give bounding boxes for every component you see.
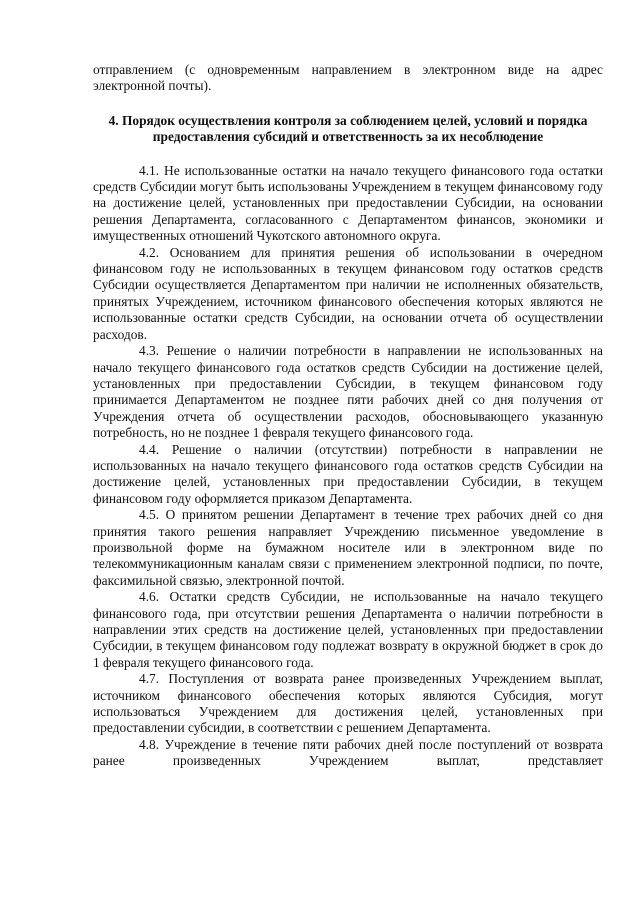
paragraph-4-2: 4.2. Основанием для принятия решения об использовании в очередном финансовом году не использованных в текущем финансовом году остатков средств Субсидии осуществляется Департаментом при наличии не исполненных обязательств, принятых Учреждением, источником финансового обеспечения которых являются не использованные остатки средств Субсидии, на основании отчета об осуществлении расходов. [93, 244, 603, 342]
paragraph-4-5: 4.5. О принятом решении Департамент в течение трех рабочих дней со дня принятия такого решения направляет Учреждению письменное уведомление в произвольной форме на бумажном носителе или в электронном виде по телекоммуникационным каналам связи с применением электронной подписи, по почте, факсимильной связью, электронной почтой. [93, 507, 603, 588]
paragraph-4-3: 4.3. Решение о наличии потребности в направлении не использованных на начало текущего финансового года остатков средств Субсидии на достижение целей, установленных при предоставлении Субсидии, в текущем финансовом году принимается Департаментом не позднее пяти рабочих дней со дня получения от Учреждения отчета об осуществлении расходов, обосновывающего указанную потребность, но не позднее 1 февраля текущего финансового года. [93, 343, 603, 441]
paragraph-4-1: 4.1. Не использованные остатки на начало текущего финансового года остатки средств Субсидии могут быть использованы Учреждением в текущем финансовому году на достижение целей, установленных при предоставлении Субсидии, на основании решения Департамента, согласованного с Департаментом финансов, экономики и имущественных отношений Чукотского автономного округа. [93, 162, 603, 244]
continued-paragraph: отправлением (с одновременным направлением в электронном виде на адрес электронной почты). [93, 62, 603, 94]
paragraph-4-4: 4.4. Решение о наличии (отсутствии) потребности в направлении не использованных на начало текущего финансового года остатков средств Субсидии на достижение целей, установленных при предоставлении Субсидии, в текущем финансовом году оформляется приказом Департамента. [93, 441, 603, 506]
section-title: 4. Порядок осуществления контроля за соблюдением целей, условий и порядка предоставления субсидий и ответственность за их несоблюдение [108, 112, 588, 145]
paragraph-4-6: 4.6. Остатки средств Субсидии, не использованные на начало текущего финансового года, при отсутствии решения Департамента о наличии потребности в направлении этих средств на достижение целей, установленных при предоставлении Субсидии, в текущем финансовом году подлежат возврату в окружной бюджет в срок до 1 февраля текущего финансового года. [93, 589, 603, 670]
paragraph-4-7: 4.7. Поступления от возврата ранее произведенных Учреждением выплат, источником финансового обеспечения которых являются Субсидия, могут использоваться Учреждением для достижения целей, установленных при предоставлении субсидии, в соответствии с решением Департамента. [93, 671, 603, 736]
paragraph-4-8: 4.8. Учреждение в течение пяти рабочих дней после поступлений от возврата ранее произведенных Учреждением выплат, представляет [93, 736, 603, 769]
